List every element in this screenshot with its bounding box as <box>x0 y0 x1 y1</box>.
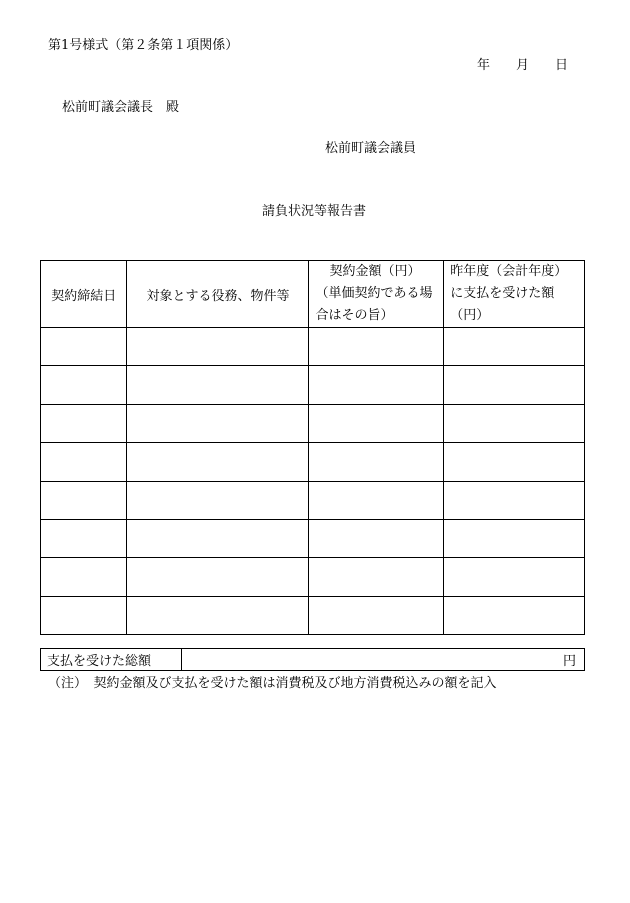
cell-contract-amount[interactable] <box>309 596 444 634</box>
total-value-field[interactable] <box>182 649 585 671</box>
cell-paid-amount[interactable] <box>444 328 585 366</box>
cell-subject[interactable] <box>127 404 309 442</box>
table-row <box>41 596 585 634</box>
cell-paid-amount[interactable] <box>444 481 585 519</box>
table-row <box>41 366 585 404</box>
date-day-label: 日 <box>555 58 569 73</box>
total-unit: 円 <box>562 654 576 669</box>
document-title: 請負状況等報告書 <box>262 204 367 219</box>
cell-paid-amount[interactable] <box>444 404 585 442</box>
cell-paid-amount[interactable] <box>444 558 585 596</box>
date-year-label: 年 <box>477 58 491 73</box>
header-paid-amount: 昨年度（会計年度） に支払を受けた額 （円） <box>444 261 585 328</box>
addressee: 松前町議会議長 殿 <box>62 100 180 115</box>
total-label: 支払を受けた総額 <box>41 649 182 671</box>
cell-contract-date[interactable] <box>41 558 127 596</box>
cell-contract-amount[interactable] <box>309 481 444 519</box>
cell-subject[interactable] <box>127 519 309 557</box>
header-contract-amount: 契約金額（円） （単価契約である場 合はその旨） <box>309 261 444 328</box>
table-row <box>41 404 585 442</box>
cell-contract-amount[interactable] <box>309 443 444 481</box>
cell-contract-amount[interactable] <box>309 519 444 557</box>
cell-contract-date[interactable] <box>41 366 127 404</box>
cell-paid-amount[interactable] <box>444 596 585 634</box>
cell-contract-date[interactable] <box>41 328 127 366</box>
cell-contract-date[interactable] <box>41 596 127 634</box>
table-header-row <box>41 261 585 328</box>
cell-subject[interactable] <box>127 558 309 596</box>
report-table <box>40 260 585 635</box>
date-month-label: 月 <box>516 58 530 73</box>
sender-line: 松前町議会議員 <box>325 141 417 156</box>
header-contract-date: 契約締結日 <box>41 261 127 328</box>
cell-subject[interactable] <box>127 366 309 404</box>
cell-contract-date[interactable] <box>41 481 127 519</box>
cell-paid-amount[interactable] <box>444 519 585 557</box>
date-line <box>477 59 568 72</box>
cell-contract-date[interactable] <box>41 443 127 481</box>
cell-contract-amount[interactable] <box>309 558 444 596</box>
cell-subject[interactable] <box>127 596 309 634</box>
cell-contract-date[interactable] <box>41 519 127 557</box>
header-subject: 対象とする役務、物件等 <box>127 261 309 328</box>
table-row <box>41 328 585 366</box>
cell-subject[interactable] <box>127 481 309 519</box>
total-row <box>41 649 585 671</box>
cell-contract-amount[interactable] <box>309 328 444 366</box>
total-table <box>40 648 585 671</box>
table-row <box>41 519 585 557</box>
footnote: （注） 契約金額及び支払を受けた額は消費税及び地方消費税込みの額を記入 <box>48 676 497 691</box>
cell-paid-amount[interactable] <box>444 443 585 481</box>
table-body <box>41 328 585 635</box>
table-row <box>41 558 585 596</box>
cell-paid-amount[interactable] <box>444 366 585 404</box>
cell-contract-amount[interactable] <box>309 404 444 442</box>
form-number: 第1号様式（第２条第１項関係） <box>48 38 239 53</box>
cell-contract-date[interactable] <box>41 404 127 442</box>
cell-contract-amount[interactable] <box>309 366 444 404</box>
cell-subject[interactable] <box>127 443 309 481</box>
table-row <box>41 481 585 519</box>
table-row <box>41 443 585 481</box>
cell-subject[interactable] <box>127 328 309 366</box>
